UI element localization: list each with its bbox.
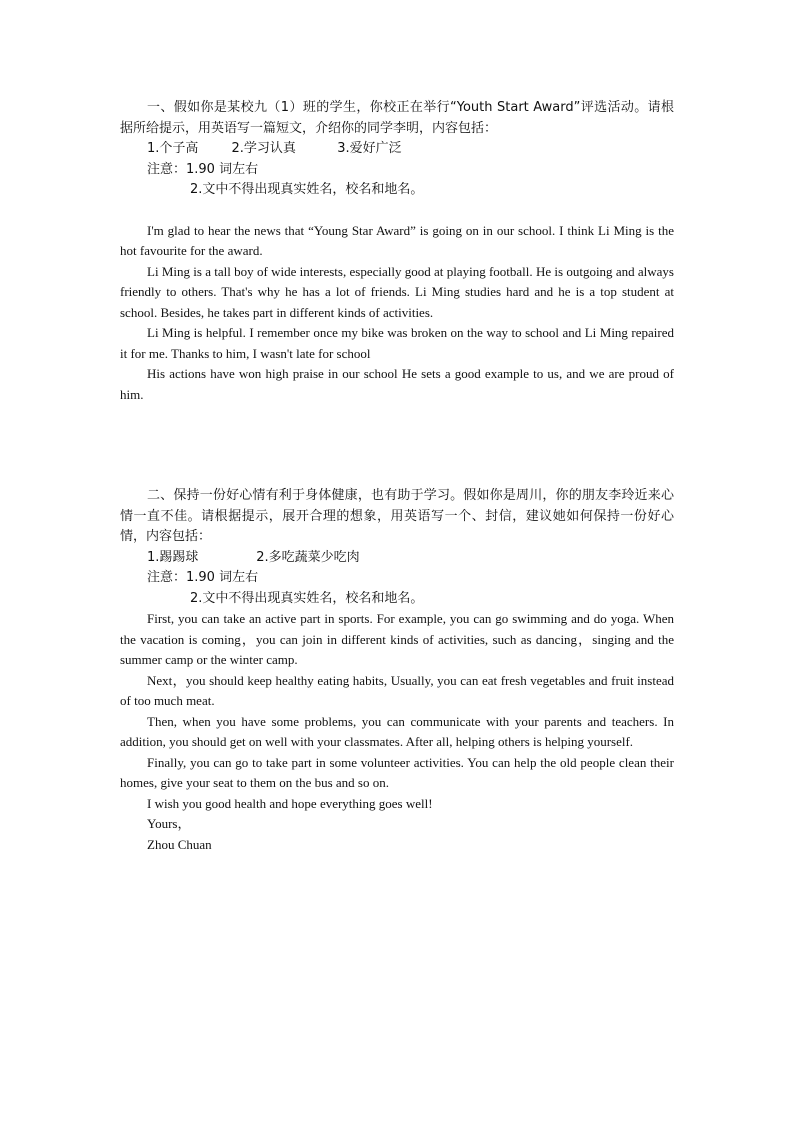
section-one-prompt: 一、假如你是某校九（1）班的学生，你校正在举行“Youth Start Award”评选活动。请根据所给提示，用英语写一篇短文，介绍你的同学李明，内容包括： bbox=[120, 100, 674, 136]
section-two-note-names: 2.文中不得出现真实姓名，校名和地名。 bbox=[190, 590, 424, 606]
section-two-paragraph: Next，you should keep healthy eating habits, Usually, you can eat fresh vegetables and fruit instead of too much meat. bbox=[120, 672, 674, 708]
section-two-paragraph: First, you can take an active part in sports. For example, you can go swimming and do yoga. When the vacation is coming，you can join in different kinds of activities, such as dancing，singing and the summer camp or the winter camp. bbox=[120, 611, 674, 667]
section-spacer bbox=[120, 405, 674, 486]
section-one-paragraph: Li Ming is helpful. I remember once my bike was broken on the way to school and Li Ming repaired it for me. Thanks to him, I wasn't late for school bbox=[120, 325, 674, 361]
section-one-note-names: 2.文中不得出现真实姓名，校名和地名。 bbox=[190, 182, 424, 197]
letter-signature: Zhou Chuan bbox=[147, 836, 212, 852]
section-two-prompt: 二、保持一份好心情有利于身体健康，也有助于学习。假如你是周川，你的朋友李玲近来心情一直不佳。请根据提示，展开合理的想象，用英语写一个、封信，建议她如何保持一份好心情，内容包括： bbox=[120, 488, 674, 544]
section-two-paragraph: Then, when you have some problems, you can communicate with your parents and teachers. In addition, you should get on well with your classmates. After all, helping others is helping yourself. bbox=[120, 713, 674, 749]
section-two bbox=[120, 486, 674, 855]
section-two-hints: 1.踢踢球 2.多吃蔬菜少吃肉 bbox=[147, 549, 360, 565]
section-one bbox=[120, 98, 674, 405]
section-two-note-word-count: 注意：1.90 词左右 bbox=[147, 570, 259, 585]
spacer bbox=[120, 201, 674, 221]
section-one-paragraph: I'm glad to hear the news that “Young Star Award” is going on in our school. I think Li Ming is the hot favourite for the award. bbox=[120, 222, 674, 258]
section-one-paragraph: Li Ming is a tall boy of wide interests, especially good at playing football. He is outgoing and always friendly to others. That's why he has a lot of friends. Li Ming studies hard and he is a top student at school. Besides, he takes part in different kinds of activities. bbox=[120, 263, 674, 320]
document-page bbox=[120, 98, 674, 855]
section-one-hints: 1.个子高 2.学习认真 3.爱好广泛 bbox=[147, 141, 402, 156]
section-two-paragraph: I wish you good health and hope everything goes well! bbox=[147, 795, 433, 811]
section-one-paragraph: His actions have won high praise in our school He sets a good example to us, and we are proud of him. bbox=[120, 366, 674, 402]
section-two-paragraph: Finally, you can go to take part in some volunteer activities. You can help the old people clean their homes, give your seat to them on the bus and so on. bbox=[120, 754, 674, 790]
letter-closing: Yours， bbox=[147, 816, 191, 831]
section-one-note-word-count: 注意：1.90 词左右 bbox=[147, 161, 259, 177]
